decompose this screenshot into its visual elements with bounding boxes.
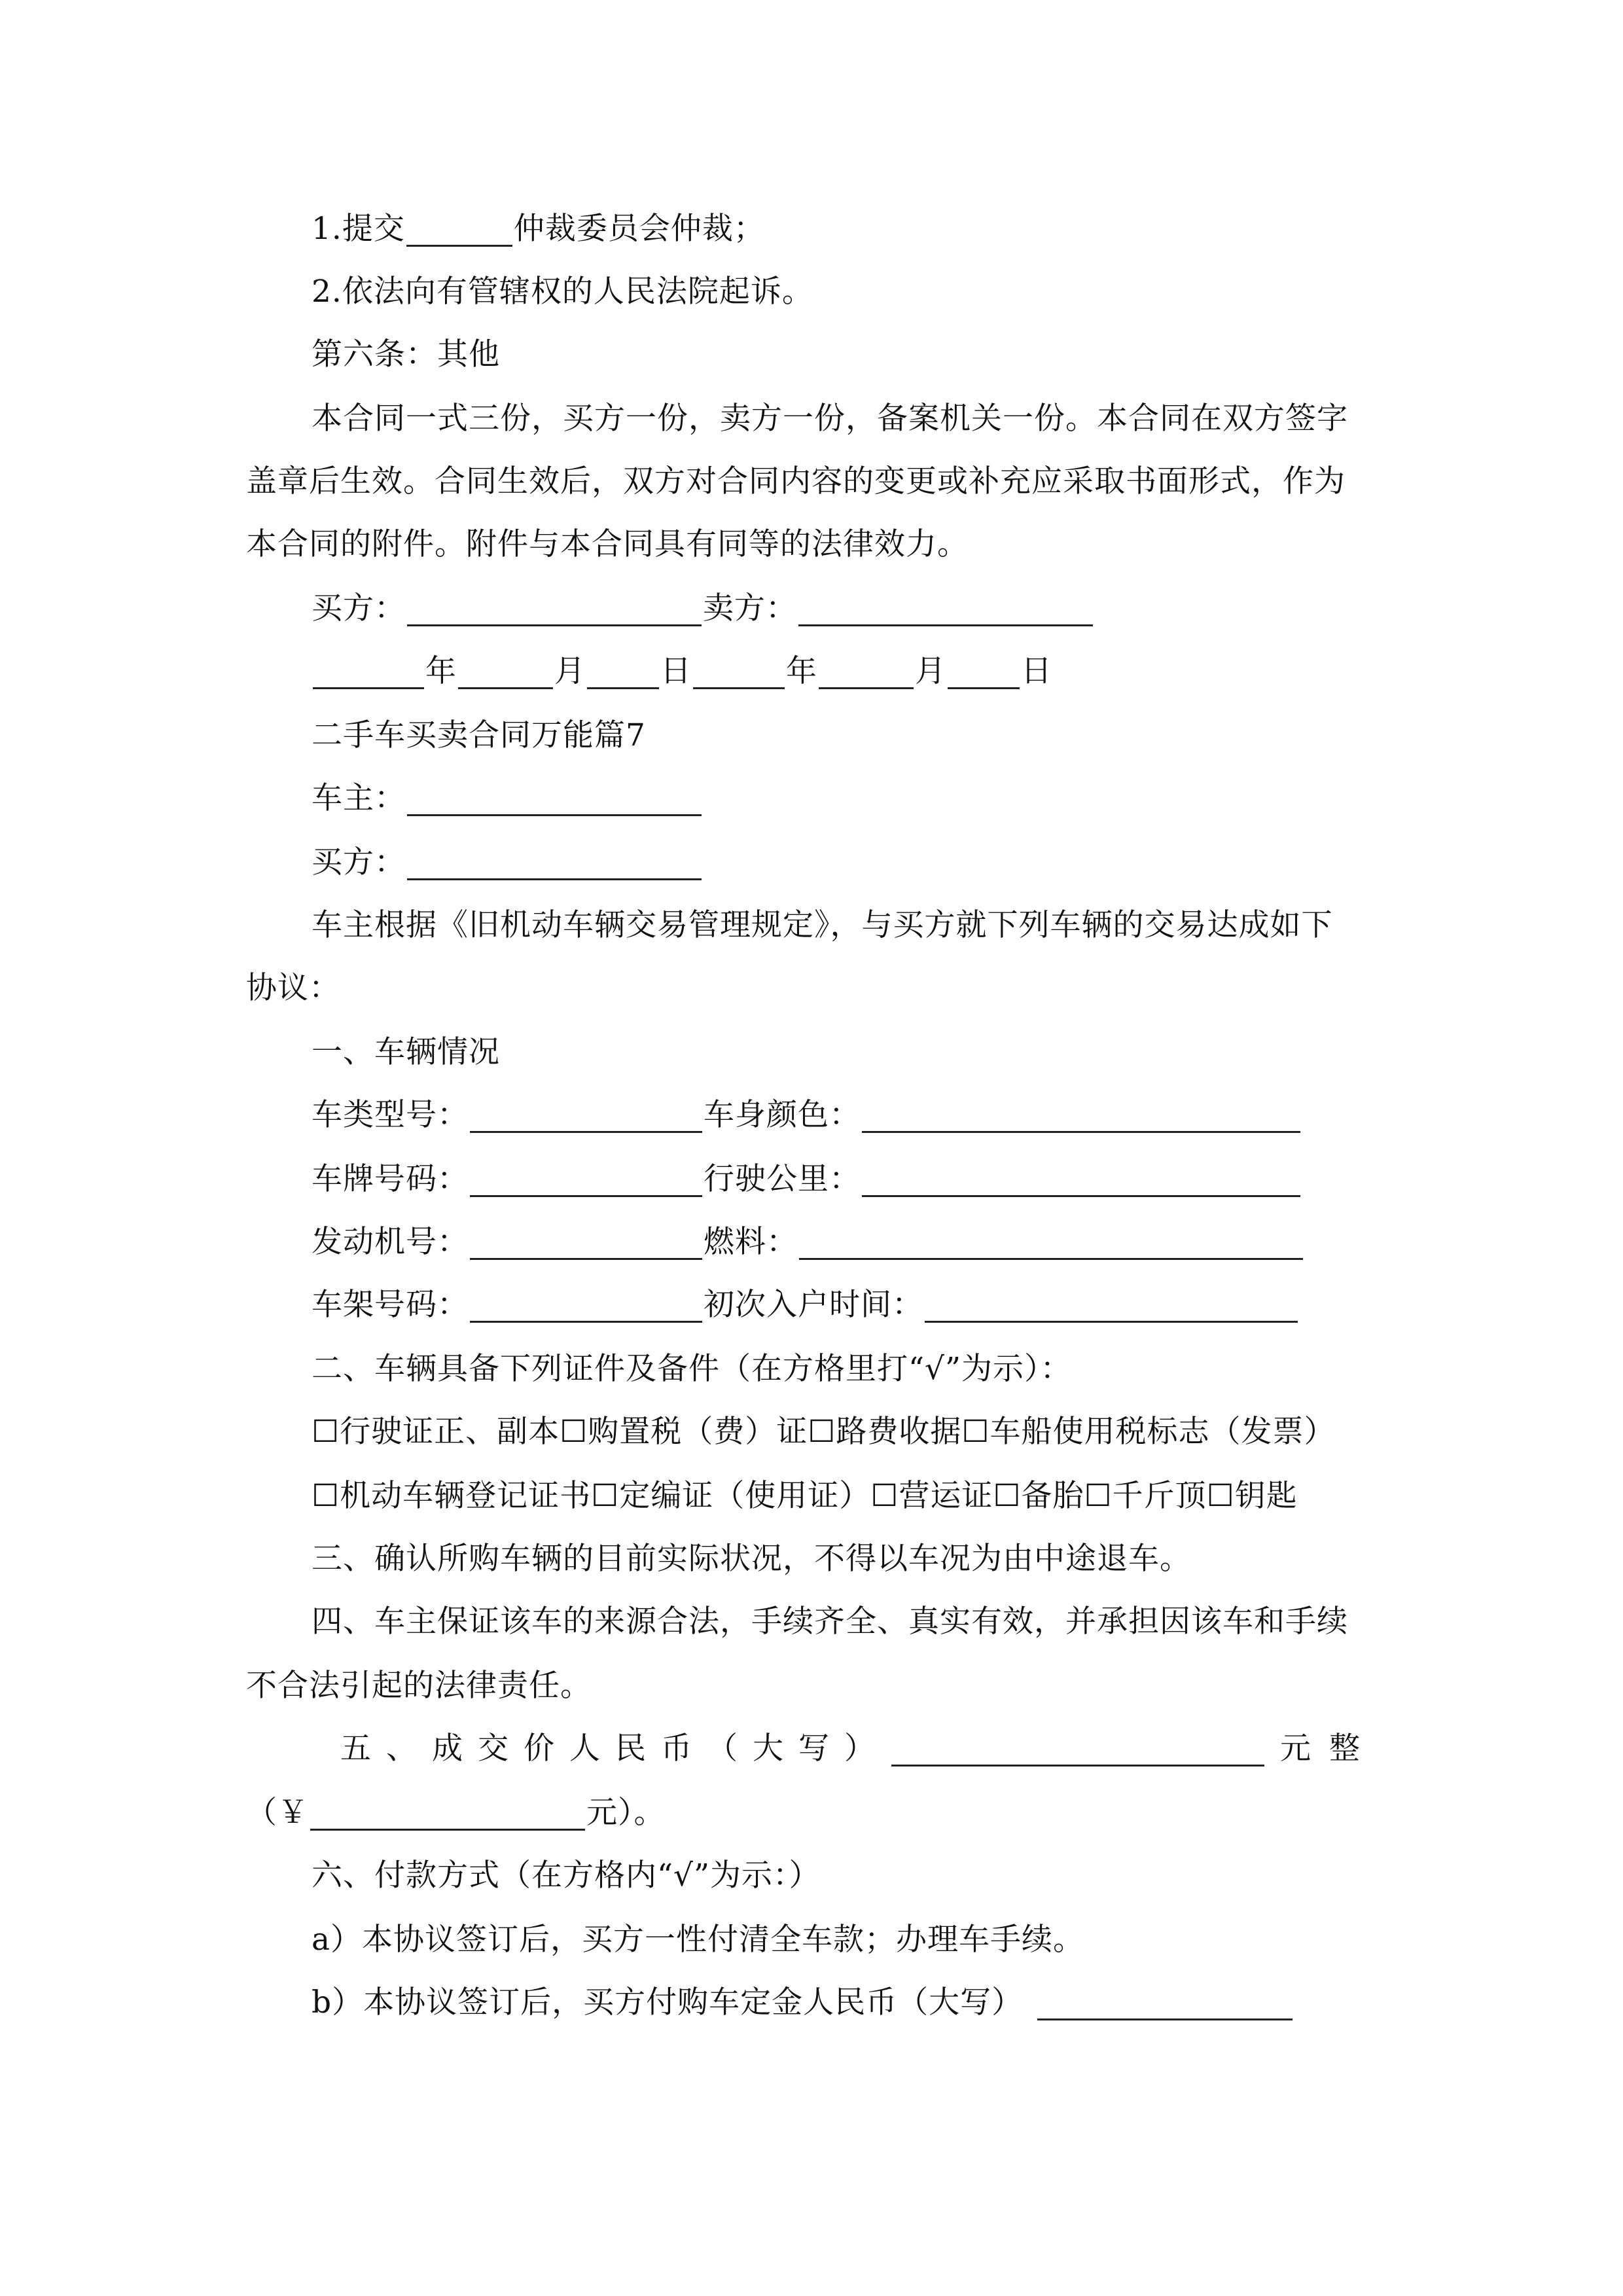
buyer-label: 买方：	[312, 844, 406, 880]
intro-paragraph-line-2: 协议：	[246, 970, 340, 1006]
payment-option-a: a）本协议签订后，买方一性付清全车款；办理车手续。	[312, 1922, 1085, 1958]
plate-blank	[470, 1156, 702, 1197]
payment-title: 六、付款方式（在方格内“√”为示：）	[312, 1857, 821, 1893]
arbitration-option-1: 1.提交 仲裁委员会仲裁；	[312, 206, 1378, 253]
mileage-blank	[862, 1156, 1300, 1197]
seller-signature-blank	[798, 585, 1093, 626]
first-registration-blank	[925, 1282, 1298, 1323]
buyer-signature-blank	[407, 585, 702, 626]
owner-label: 车主：	[312, 780, 406, 816]
vehicle-info-title: 一、车辆情况	[312, 1034, 500, 1070]
owner-row	[312, 775, 1378, 822]
article-6-paragraph-line-2: 盖章后生效。合同生效后，双方对合同内容的变更或补充应采取书面形式，作为	[246, 463, 1346, 499]
signature-row	[312, 585, 1378, 632]
buyer-row	[312, 839, 1378, 886]
signature-date-row: 年 月 日 年 月 日	[312, 648, 1378, 695]
vehicle-field-row-3: 发动机号： 燃料：	[312, 1219, 1378, 1266]
documents-checklist-row-1: ☐行驶证正、副本☐购置税（费）证☐路费收据☐车船使用税标志（发票）	[312, 1414, 1336, 1450]
vehicle-field-row-4: 车架号码： 初次入户时间：	[312, 1282, 1378, 1329]
documents-title: 二、车辆具备下列证件及备件（在方格里打“√”为示）：	[312, 1351, 1072, 1387]
color-blank	[862, 1092, 1300, 1133]
clause-4-line-2: 不合法引起的法律责任。	[246, 1668, 592, 1704]
seller-signature-label: 卖方：	[703, 590, 797, 626]
article-6-paragraph-line-3: 本合同的附件。附件与本合同具有同等的法律效力。	[246, 526, 969, 562]
article-6-title: 第六条：其他	[312, 336, 500, 372]
fuel-blank	[799, 1219, 1303, 1260]
deposit-blank	[1037, 1979, 1293, 2020]
buyer-signature-label: 买方：	[312, 590, 406, 626]
payment-option-b: b）本协议签订后，买方付购车定金人民币（大写）	[312, 1979, 1378, 2026]
engine-blank	[470, 1219, 702, 1260]
arbitration-committee-blank	[406, 206, 512, 247]
section-7-title: 二手车买卖合同万能篇7	[312, 717, 646, 753]
vehicle-field-row-1: 车类型号： 车身颜色：	[312, 1092, 1378, 1139]
clause-3: 三、确认所购车辆的目前实际状况，不得以车况为由中途退车。	[312, 1541, 1191, 1577]
article-6-paragraph-line-1: 本合同一式三份，买方一份，卖方一份，备案机关一份。本合同在双方签字	[312, 401, 1348, 437]
price-words-blank	[891, 1725, 1264, 1767]
owner-blank	[407, 775, 702, 816]
arbitration-option-2: 2.依法向有管辖权的人民法院起诉。	[312, 274, 813, 310]
clause-4-line-1: 四、车主保证该车的来源合法，手续齐全、真实有效，并承担因该车和手续	[312, 1604, 1348, 1640]
buyer-blank	[407, 839, 702, 880]
vehicle-field-row-2: 车牌号码： 行驶公里：	[312, 1156, 1378, 1203]
frame-blank	[470, 1282, 702, 1323]
documents-checklist-row-2: ☐机动车辆登记证书☐定编证（使用证）☐营运证☐备胎☐千斤顶☐钥匙	[312, 1478, 1298, 1514]
price-yen-row: （￥ 元）。	[246, 1789, 1378, 1837]
intro-paragraph-line-1: 车主根据《旧机动车辆交易管理规定》，与买方就下列车辆的交易达成如下	[312, 907, 1333, 943]
price-yen-blank	[310, 1789, 585, 1831]
model-blank	[470, 1092, 702, 1133]
price-row: 五 、 成 交 价 人 民 币 （ 大 写 ） 元整	[340, 1725, 1378, 1772]
